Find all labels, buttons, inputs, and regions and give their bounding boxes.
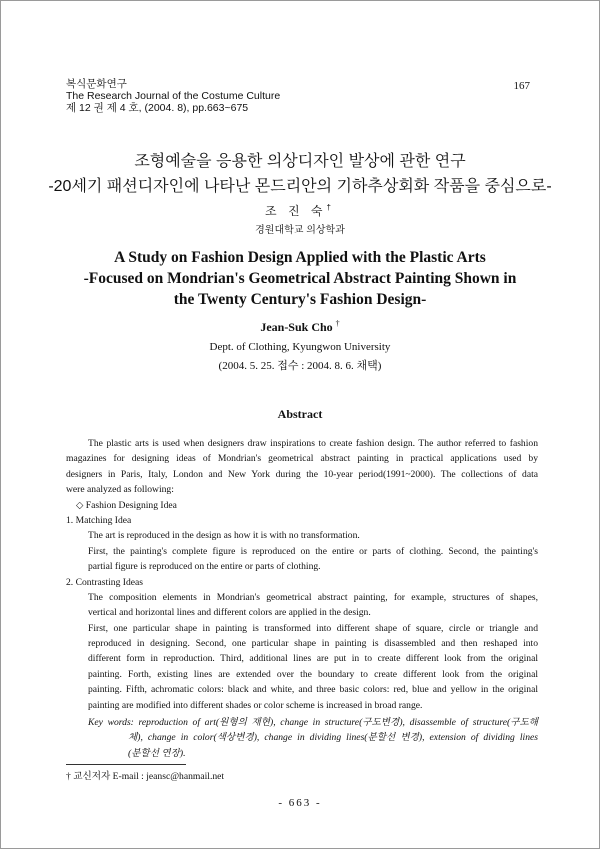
page-footer: - 663 -: [278, 797, 322, 809]
abstract-body: [66, 436, 538, 713]
corresponding-mark: †: [326, 203, 335, 212]
affiliation-en: Dept. of Clothing, Kyungwon University: [209, 341, 391, 353]
title-en-line1: A Study on Fashion Design Applied with the Plastic Arts: [114, 249, 486, 266]
author-kr-name: 조 진 숙: [265, 204, 327, 218]
keywords-line: 체), change in color(색상변경), change in dividing lines(분할선 변경), extension of dividing lines: [128, 732, 538, 744]
title-en-line3: the Twenty Century's Fashion Design-: [173, 291, 427, 308]
abstract-line: painting. Fifth, achromatic colors: black and white, and three basic colors: red, blue and yellow in the original: [88, 684, 538, 696]
keywords-line: (분할선 연장).: [128, 747, 186, 759]
journal-name-kr: 복식문화연구: [66, 78, 127, 90]
abstract-line: magazines for designing ideas of Mondrian's geometrical abstract painting in practical applications used by: [66, 453, 538, 465]
title-en-line2: -Focused on Mondrian's Geometrical Abstract Painting Shown in: [83, 270, 517, 287]
abstract-line: ◇ Fashion Designing Idea: [76, 499, 177, 511]
keywords: [66, 715, 538, 761]
author-kr: [0, 202, 600, 219]
abstract-line: The plastic arts is used when designers draw inspirations to create fashion design. The author referred to fashion: [88, 438, 538, 449]
received-accepted-dates: (2004. 5. 25. 접수 : 2004. 8. 6. 채택): [218, 360, 382, 372]
affiliation-kr: 경원대학교 의상학과: [255, 225, 345, 236]
title-kr-main: 조형예술을 응용한 의상디자인 발상에 관한 연구: [134, 153, 466, 170]
page-number: 167: [513, 80, 530, 92]
abstract-line: designers in Paris, Italy, London and New York during the 10-year period(1991~2000). The collections of data: [66, 468, 538, 480]
abstract-line: 2. Contrasting Ideas: [66, 576, 144, 588]
abstract-line: painting are modified into different shades or color scheme is increased in broad range.: [88, 699, 423, 711]
abstract-line: 1. Matching Idea: [66, 514, 132, 526]
corresponding-mark-en: †: [335, 319, 340, 328]
abstract-heading: Abstract: [277, 407, 323, 421]
footnote: † 교신저자 E-mail : jeansc@hanmail.net: [66, 771, 225, 782]
abstract-line: First, one particular shape in painting is transformed into different shape of square, circle or triangle and: [88, 622, 538, 634]
journal-volume: 제 12 권 제 4 호, (2004. 8), pp.663~675: [66, 102, 249, 114]
author-en: [0, 319, 600, 335]
abstract-line: painting. Forth, existing lines are extended over the boundary to create different look from the original: [88, 668, 538, 680]
abstract-line: The composition elements in Mondrian's geometrical abstract painting, for example, structures of shapes,: [88, 591, 538, 603]
journal-header: [66, 78, 280, 114]
abstract-line: partial figure is reproduced on the entire or parts of clothing.: [88, 561, 321, 573]
author-en-name: Jean-Suk Cho: [260, 320, 333, 334]
abstract-line: First, the painting's complete figure is reproduced on the entire or parts of clothing. Second, the painting's: [88, 545, 538, 557]
title-kr-subtitle: -20세기 패션디자인에 나타난 몬드리안의 기하추상회화 작품을 중심으로-: [48, 178, 552, 195]
footnote-divider: [66, 764, 186, 765]
keywords-line: Key words: reproduction of art(원형의 재현), change in structure(구도변경), disassemble of structure(구도해: [88, 717, 538, 728]
journal-name-en: The Research Journal of the Costume Culture: [66, 90, 281, 102]
abstract-line: reproduced in designing. Second, one particular shape in painting is disassembled and then reshaped into: [88, 638, 538, 650]
abstract-line: were analyzed as following:: [66, 484, 174, 496]
abstract-line: vertical and horizontal lines and different colors are applied in the design.: [88, 607, 371, 619]
abstract-line: The art is reproduced in the design as how it is with no transformation.: [88, 530, 360, 542]
abstract-line: different form in reproduction. Third, additional lines are put in to create different look from the original: [88, 653, 538, 665]
